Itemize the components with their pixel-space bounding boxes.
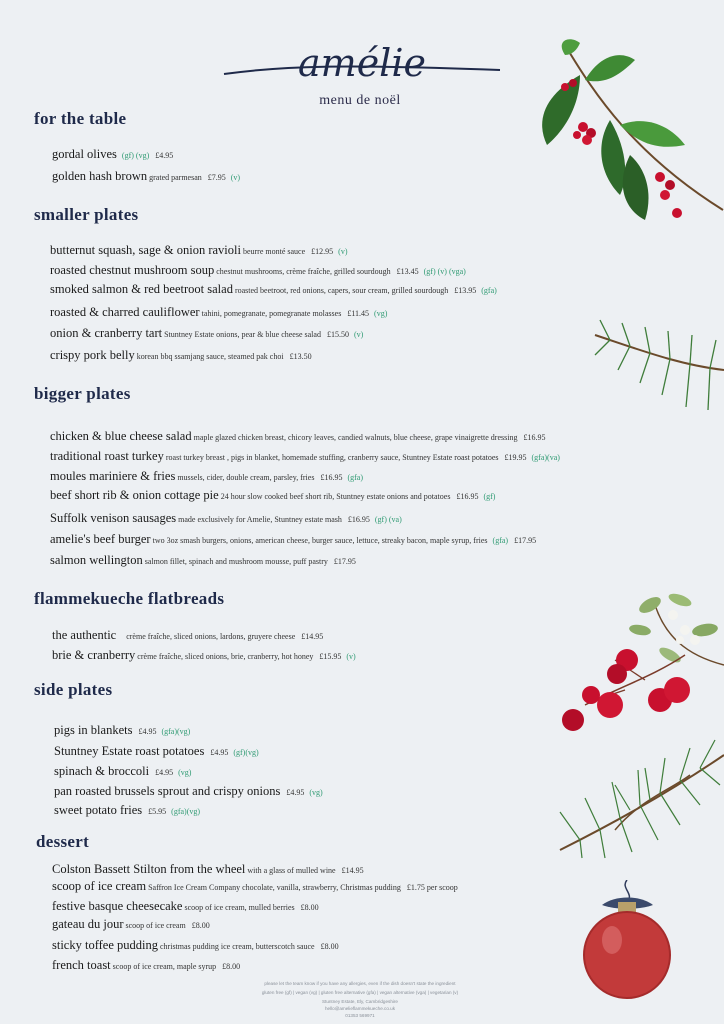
item-price: £1.75 per scoop — [406, 883, 458, 892]
diet-legend: gluten free (gf) | vegan (vg) | gluten free alternative (gfa) | vegan alternative (vga) | vegetarian (v) — [261, 990, 459, 995]
item-name: Suffolk venison sausages — [50, 511, 177, 525]
item-desc: 24 hour slow cooked beef short rib, Stuntney estate onions and potatoes — [220, 492, 451, 501]
holly-decoration-icon — [525, 35, 724, 225]
menu-item — [50, 281, 497, 297]
footer-phone: 01353 569971 — [345, 1013, 375, 1018]
item-desc: mussels, cider, double cream, parsley, fries — [177, 473, 315, 482]
menu-item — [50, 468, 363, 484]
item-name: brie & cranberry — [52, 648, 136, 662]
item-price: £13.50 — [289, 352, 312, 361]
item-diet: (v) — [338, 247, 348, 256]
item-price: £8.00 — [191, 921, 210, 930]
item-name: sweet potato fries — [54, 803, 143, 817]
item-price: £8.00 — [222, 962, 241, 971]
menu-item — [54, 763, 191, 779]
item-desc: made exclusively for Amelie, Stuntney estate mash — [178, 515, 342, 524]
item-desc: scoop of ice cream, maple syrup — [112, 962, 217, 971]
allergy-note: please let the team know if you have any allergies, even if the dish doesn't state the ingredient — [264, 981, 456, 986]
menu-item — [50, 552, 356, 568]
item-price: £11.45 — [347, 309, 370, 318]
item-diet: (v) — [346, 652, 356, 661]
item-diet: (gfa) — [492, 536, 509, 545]
section-title-bigger: bigger plates — [34, 384, 131, 403]
menu-item — [50, 347, 312, 363]
item-desc: roasted beetroot, red onions, capers, sour cream, grilled sourdough — [234, 286, 449, 295]
item-diet: (gf) — [483, 492, 496, 501]
menu-item — [54, 783, 323, 799]
item-desc: tahini, pomegranate, pomegranate molasses — [201, 309, 342, 318]
menu-item — [50, 531, 536, 547]
item-diet: (vg) — [309, 788, 323, 797]
item-price: £13.95 — [454, 286, 477, 295]
menu-item — [52, 627, 323, 643]
menu-item — [54, 743, 259, 759]
item-desc: salmon fillet, spinach and mushroom mousse, puff pastry — [144, 557, 328, 566]
item-name: gateau du jour — [52, 917, 124, 931]
item-desc: chestnut mushrooms, crème fraîche, grilled sourdough — [216, 267, 391, 276]
menu-item — [54, 802, 200, 818]
item-name: butternut squash, sage & onion ravioli — [50, 243, 241, 257]
item-name: onion & cranberry tart — [50, 326, 163, 340]
footer-address: Stuntney Estate, Ely, Cambridgeshire — [321, 999, 398, 1004]
item-diet: (gfa) — [481, 286, 497, 295]
item-name: gordal olives — [52, 147, 117, 161]
item-diet: (gf)(vg) — [233, 748, 259, 757]
logo-text: amélie — [298, 41, 426, 85]
item-name: festive basque cheesecake — [52, 899, 183, 913]
item-name: sticky toffee pudding — [52, 938, 158, 952]
item-diet: (v) — [230, 173, 241, 182]
item-price: £15.95 — [319, 652, 342, 661]
item-desc: scoop of ice cream — [125, 921, 186, 930]
item-name: roasted & charred cauliflower — [50, 305, 200, 319]
menu-item — [52, 878, 458, 894]
item-price: £17.95 — [333, 557, 356, 566]
item-price: £16.95 — [347, 515, 370, 524]
item-price: £13.45 — [396, 267, 419, 276]
menu-item — [52, 898, 319, 914]
item-desc: crème fraîche, sliced onions, lardons, gruyere cheese — [126, 632, 296, 641]
item-desc: two 3oz smash burgers, onions, american cheese, burger sauce, lettuce, streaky bacon, maple syrup, fries — [152, 536, 488, 545]
item-desc: crème fraîche, sliced onions, brie, cranberry, hot honey — [137, 652, 314, 661]
section-title-side: side plates — [34, 680, 113, 699]
item-desc: Saffron Ice Cream Company chocolate, vanilla, strawberry, Christmas pudding — [148, 883, 401, 892]
menu-item — [52, 861, 364, 877]
item-name: traditional roast turkey — [50, 449, 164, 463]
item-desc: christmas pudding ice cream, butterscotch sauce — [160, 942, 315, 951]
menu-item — [52, 647, 356, 663]
section-title-smaller: smaller plates — [34, 205, 139, 224]
item-name: the authentic — [52, 628, 117, 642]
item-price: £16.95 — [320, 473, 343, 482]
item-price: £14.95 — [301, 632, 324, 641]
item-price: £7.95 — [207, 173, 226, 182]
menu-item — [54, 722, 190, 738]
item-name: smoked salmon & red beetroot salad — [50, 282, 233, 296]
item-price: £16.95 — [523, 433, 546, 442]
section-title-table: for the table — [34, 109, 127, 128]
section-title-dessert: dessert — [36, 832, 90, 851]
menu-item — [52, 957, 240, 973]
item-price: £17.95 — [514, 536, 537, 545]
amelie-logo — [222, 40, 502, 90]
item-price: £16.95 — [456, 492, 479, 501]
item-name: Stuntney Estate roast potatoes — [54, 744, 205, 758]
item-price: £4.95 — [155, 768, 174, 777]
item-desc: maple glazed chicken breast, chicory leaves, candied walnuts, blue cheese, grape vinaigrette dressing — [193, 433, 518, 442]
menu-subtitle: menu de noël — [319, 93, 401, 108]
item-diet: (gf) (va) — [374, 515, 402, 524]
item-name: pigs in blankets — [54, 723, 133, 737]
item-price: £14.95 — [341, 866, 364, 875]
item-desc: korean bbq ssamjang sauce, steamed pak choi — [136, 352, 284, 361]
item-name: roasted chestnut mushroom soup — [50, 263, 215, 277]
item-name: spinach & broccoli — [54, 764, 150, 778]
item-diet: (v) — [353, 330, 364, 339]
item-desc: scoop of ice cream, mulled berries — [184, 903, 295, 912]
menu-item — [50, 448, 560, 464]
item-diet: (gf) (v) (vga) — [423, 267, 466, 276]
item-price: £19.95 — [504, 453, 527, 462]
section-title-flatbreads: flammekueche flatbreads — [34, 589, 225, 608]
menu-item — [50, 487, 495, 503]
item-price: £4.95 — [138, 727, 157, 736]
item-price: £8.00 — [300, 903, 319, 912]
item-name: golden hash brown — [52, 169, 148, 183]
pine-branch-icon — [590, 315, 724, 415]
menu-item — [52, 937, 339, 953]
christmas-bauble-icon — [580, 880, 675, 1000]
footer-email: hello@amelieflammekueche.co.uk — [324, 1006, 396, 1011]
item-name: moules mariniere & fries — [50, 469, 176, 483]
item-name: chicken & blue cheese salad — [50, 429, 192, 443]
menu-item — [50, 428, 545, 444]
item-diet: (gfa)(vg) — [171, 807, 201, 816]
menu-item — [52, 916, 210, 932]
menu-item — [50, 510, 402, 526]
item-diet: (gfa)(vg) — [161, 727, 191, 736]
item-diet: (gfa)(va) — [531, 453, 560, 462]
item-desc: beurre monté sauce — [242, 247, 306, 256]
item-price: £12.95 — [311, 247, 334, 256]
item-name: pan roasted brussels sprout and crispy onions — [54, 784, 281, 798]
item-name: amelie's beef burger — [50, 532, 151, 546]
item-name: Colston Bassett Stilton from the wheel — [52, 862, 246, 876]
item-price: £8.00 — [320, 942, 339, 951]
menu-item — [52, 168, 240, 184]
item-price: £4.95 — [210, 748, 229, 757]
item-diet: (gf) (vg) — [121, 151, 150, 160]
item-price: £4.95 — [286, 788, 305, 797]
item-desc: roast turkey breast , pigs in blanket, homemade stuffing, cranberry sauce, Stuntney Estate roast potatoes — [165, 453, 499, 462]
menu-item — [52, 146, 173, 162]
pine-branch-lower-icon — [520, 730, 724, 860]
item-diet: (vg) — [178, 768, 192, 777]
item-desc: grated parmesan — [149, 173, 202, 182]
item-price: £15.50 — [326, 330, 349, 339]
item-price: £5.95 — [148, 807, 167, 816]
item-name: beef short rib & onion cottage pie — [50, 488, 219, 502]
menu-item — [50, 304, 387, 320]
item-name: salmon wellington — [50, 553, 143, 567]
menu-item — [50, 242, 347, 258]
item-desc: with a glass of mulled wine — [247, 866, 336, 875]
item-name: scoop of ice cream — [52, 879, 147, 893]
menu-item — [50, 262, 466, 278]
item-desc: Stuntney Estate onions, pear & blue cheese salad — [164, 330, 321, 339]
item-diet: (gfa) — [347, 473, 363, 482]
menu-item — [50, 325, 363, 341]
berries-mistletoe-icon — [555, 585, 724, 735]
item-diet: (vg) — [374, 309, 388, 318]
item-name: french toast — [52, 958, 111, 972]
item-name: crispy pork belly — [50, 348, 135, 362]
item-price: £4.95 — [155, 151, 174, 160]
